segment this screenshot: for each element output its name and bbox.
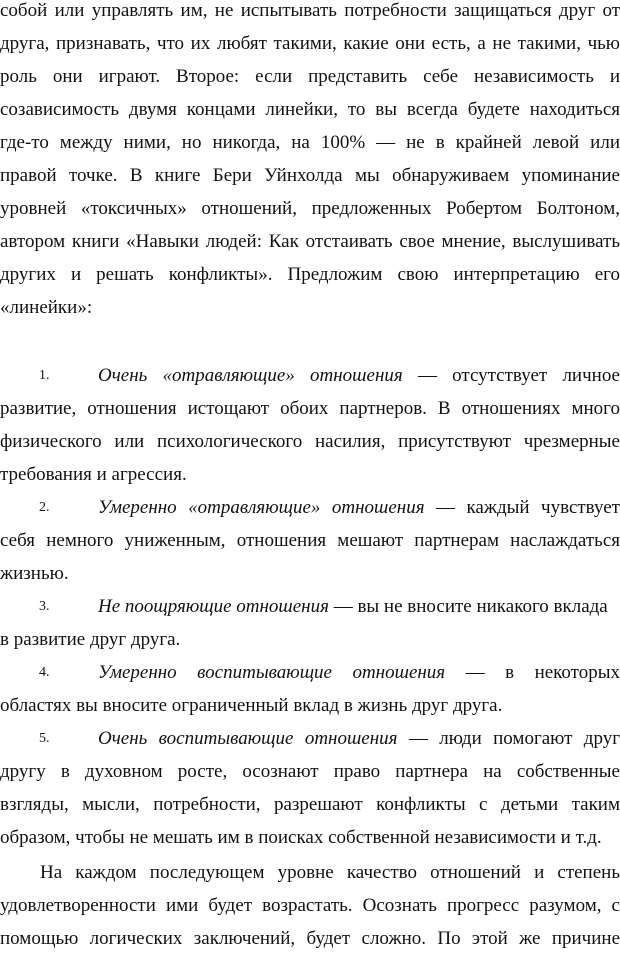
- intro-line: правой точке. В книге Бери Уйнхолда мы обнаруживаем упоминание: [0, 165, 620, 186]
- list-item-rest: — люди помогают друг: [397, 728, 620, 749]
- list-item-rest: — отсутствует личное: [402, 365, 620, 386]
- list-item-number: 5.: [39, 731, 50, 746]
- intro-line: созависимость двумя концами линейки, то вы всегда будете находиться: [0, 99, 620, 120]
- list-item-line: развитие, отношения истощают обоих партнеров. В отношениях много: [0, 398, 620, 419]
- intro-line: уровней «токсичных» отношений, предложенных Робертом Болтоном,: [0, 198, 620, 219]
- list-item-line: жизнью.: [0, 563, 69, 584]
- list-item-term: Очень воспитывающие отношения: [98, 728, 398, 749]
- intro-line: собой или управлять им, не испытывать потребности защищаться друг от: [0, 0, 620, 21]
- list-item-heading: [98, 491, 620, 524]
- list-item-heading: [98, 656, 620, 689]
- list-item-term: Умеренно воспитывающие отношения: [98, 662, 446, 683]
- intro-line: где-то между ними, но никогда, на 100% — не в крайней левой или: [0, 132, 620, 153]
- intro-line: других и решать конфликты». Предложим свою интерпретацию его: [0, 264, 620, 285]
- intro-line: автором книги «Навыки людей: Как отстаивать свое мнение, выслушивать: [0, 231, 620, 252]
- list-item-heading: [98, 722, 620, 755]
- list-item-heading: [98, 359, 620, 392]
- intro-line: «линейки»:: [0, 297, 93, 318]
- intro-line: роль они играют. Второе: если представить себе независимость и: [0, 66, 620, 87]
- list-item-line: областях вы вносите ограниченный вклад в жизнь друг друга.: [0, 695, 503, 716]
- closing-line: удовлетворенности ими будет возрастать. Осознать прогресс разумом, с: [0, 895, 620, 916]
- list-item-line: себя немного униженным, отношения мешают партнерам наслаждаться: [0, 530, 620, 551]
- list-item-line: другу в духовном росте, осознают право партнера на собственные: [0, 761, 620, 782]
- list-item-rest: — вы не вносите никакого вклада: [328, 596, 608, 617]
- intro-line: друга, признавать, что их любят такими, какие они есть, а не такими, чью: [0, 33, 620, 54]
- list-item-line: взгляды, мысли, потребности, разрешают конфликты с детьми таким: [0, 794, 620, 815]
- list-item-number: 4.: [39, 665, 50, 680]
- list-item-line: физического или психологического насилия, присутствуют чрезмерные: [0, 431, 620, 452]
- list-item-line: образом, чтобы не мешать им в поисках собственной независимости и т.д.: [0, 827, 602, 848]
- list-item-number: 3.: [39, 599, 50, 614]
- list-item-line: в развитие друг друга.: [0, 629, 181, 650]
- list-item-term: Не поощряющие отношения: [98, 596, 329, 617]
- list-item-term: Умеренно «отравляющие» отношения: [98, 497, 425, 518]
- closing-line: На каждом последующем уровне качество отношений и степень: [40, 862, 620, 883]
- list-item-line: требования и агрессия.: [0, 464, 187, 485]
- list-item-number: 2.: [39, 500, 50, 515]
- list-item-number: 1.: [39, 368, 50, 383]
- list-item-rest: — каждый чувствует: [424, 497, 620, 518]
- list-item-rest: — в некоторых: [445, 662, 620, 683]
- list-item-term: Очень «отравляющие» отношения: [98, 365, 403, 386]
- closing-line: помощью логических заключений, будет сложно. По этой же причине: [0, 928, 620, 949]
- list-item-heading: [98, 590, 620, 623]
